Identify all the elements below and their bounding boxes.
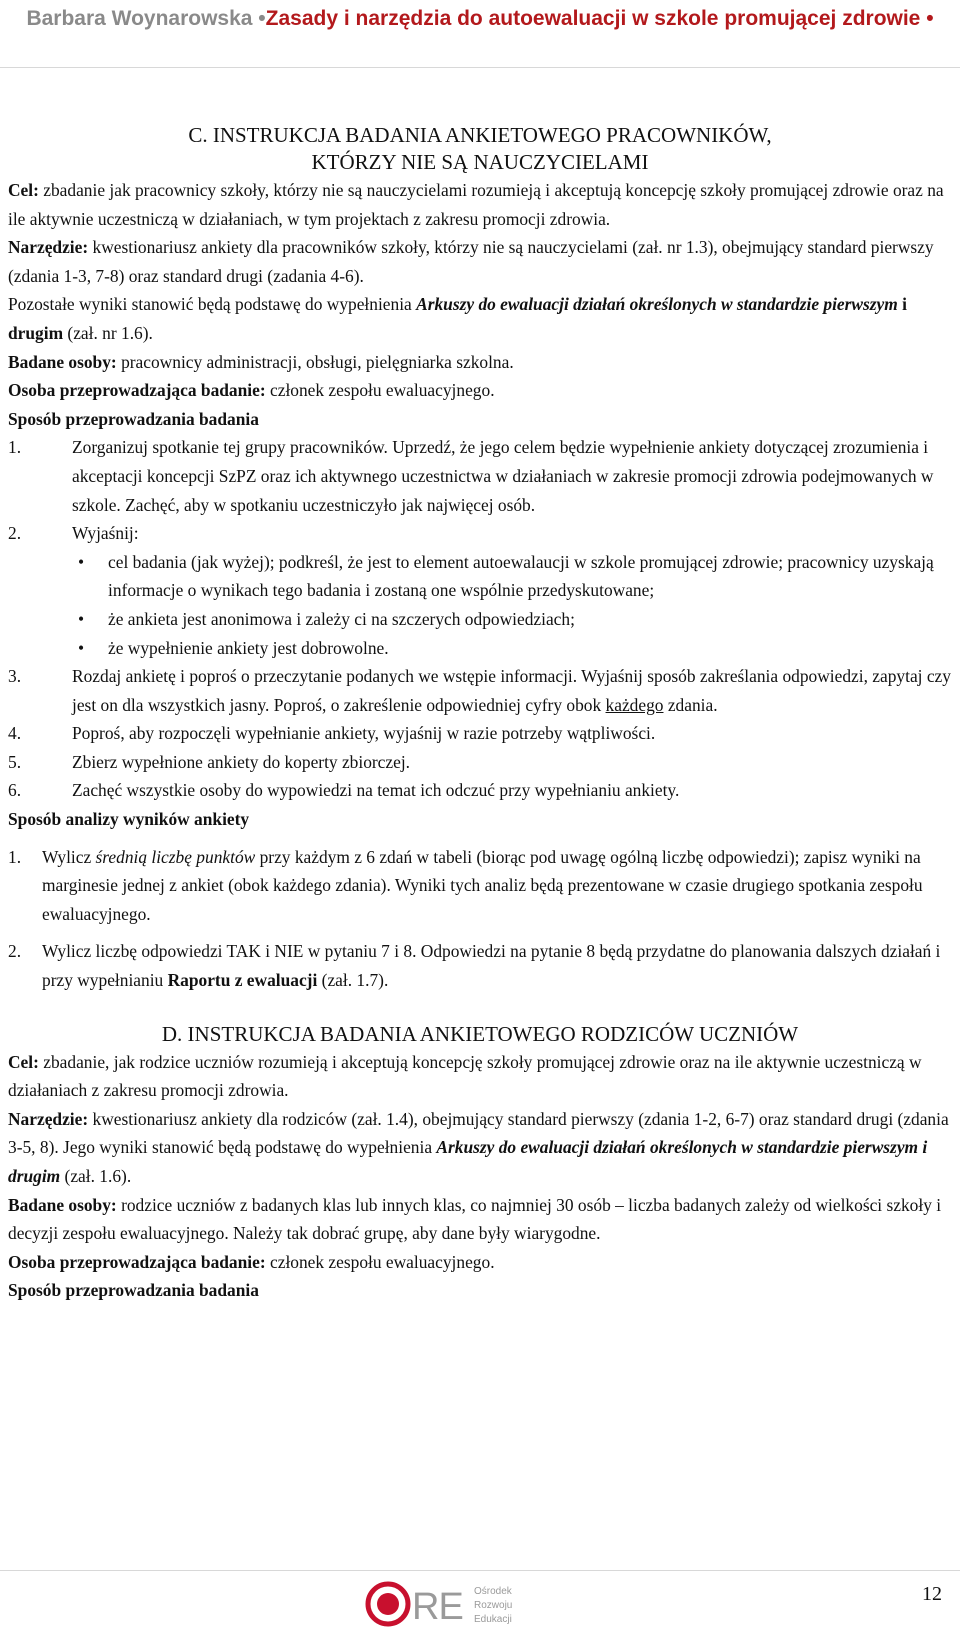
method-heading-text: Sposób przeprowadzania badania — [8, 1280, 259, 1301]
conductor-text: członek zespołu ewaluacyjnego. — [265, 380, 495, 401]
remaining-end: (zał. nr 1.6). — [63, 322, 153, 343]
bullet-icon: • — [78, 637, 85, 658]
item-text-part: Wylicz — [42, 846, 96, 867]
bullet-text: cel badania (jak wyżej); podkreśl, że jest to element autoewalaucji w szkole promującej zdrowie; pracownicy uzyskają informacje o wynikach tego badania i zostaną one wspólnie przedyskutowane; — [108, 551, 934, 601]
tool-text: kwestionariusz ankiety dla rodziców (zał. 1.4), obejmujący standard pierwszy (zdania 1-2, 6-7) oraz standard drugi (zdania 3-5, 8). Jego wyniki stanowić będą podstawę do wypełnienia — [8, 1108, 949, 1158]
item-number: 2. — [8, 523, 22, 544]
list-item — [8, 719, 952, 748]
bullet-icon: • — [78, 608, 85, 629]
item-text-part: Wylicz liczbę odpowiedzi TAK i NIE w pytaniu 7 i 8. Odpowiedzi na pytanie 8 będą przydatne do planowania dalszych działań i przy wypełnianiu — [42, 941, 941, 991]
bullet-item — [8, 605, 952, 634]
header-author: Barbara Woynarowska • — [26, 7, 266, 30]
bullet-text: że wypełnienie ankiety jest dobrowolne. — [108, 637, 389, 658]
list-item — [8, 776, 952, 805]
svg-text:Edukacji: Edukacji — [474, 1614, 512, 1625]
section-c-method-heading — [8, 405, 952, 434]
section-c-subjects — [8, 348, 952, 377]
goal-text: zbadanie, jak rodzice uczniów rozumieją i akceptują koncepcję szkoły promującej zdrowie oraz na ile aktywnie uczestniczą w działaniach z zakresu promocji zdrowia. — [8, 1051, 922, 1101]
bullet-text: że ankieta jest anonimowa i zależy ci na szczerych odpowiedziach; — [108, 608, 575, 629]
item-number: 6. — [8, 780, 22, 801]
section-d-title: D. INSTRUKCJA BADANIA ANKIETOWEGO RODZICÓW UCZNIÓW — [161, 1021, 799, 1046]
goal-label: Cel: — [8, 1051, 39, 1072]
subjects-text: pracownicy administracji, obsługi, pielęgniarka szkolna. — [116, 351, 514, 372]
analysis-heading-text: Sposób analizy wyników ankiety — [8, 809, 250, 830]
tool-text: kwestionariusz ankiety dla pracowników szkoły, którzy nie są nauczycielami (zał. nr 1.3), obejmujący standard pierwszy (zdania 1-3, 7-8) oraz standard drugi (zadania 4-6). — [8, 237, 934, 286]
section-c-conductor — [8, 376, 952, 405]
list-item — [8, 433, 952, 519]
conductor-label: Osoba przeprowadzająca badanie: — [8, 380, 266, 401]
page-number: 12 — [922, 1583, 942, 1605]
item-text — [42, 843, 952, 929]
remaining-text: Pozostałe wyniki stanowić będą podstawę do wypełnienia — [8, 294, 417, 315]
item-text-part: (zał. 1.7). — [317, 970, 389, 991]
section-d-conductor — [8, 1248, 952, 1277]
section-c-tool — [8, 233, 952, 290]
svg-text:Ośrodek: Ośrodek — [474, 1586, 512, 1597]
analysis-heading — [8, 805, 952, 834]
remaining-bold: i drugim — [8, 294, 907, 343]
item-text: Zbierz wypełnione ankiety do koperty zbiorczej. — [72, 751, 411, 772]
item-text — [72, 662, 952, 719]
goal-text: zbadanie jak pracownicy szkoły, którzy nie są nauczycielami rozumieją i akceptują koncepcję szkoły promującej zdrowie oraz na ile aktywnie uczestniczą w działaniach, w tym projektach z zakresu promocji zdrowia. — [8, 180, 944, 229]
item-text — [42, 937, 952, 994]
section-c-title-line1: C. INSTRUKCJA BADANIA ANKIETOWEGO PRACOWNIKÓW, — [188, 123, 772, 147]
item-text: Zachęć wszystkie osoby do wypowiedzi na temat ich odczuć przy wypełnianiu ankiety. — [72, 780, 680, 801]
section-c-goal — [8, 176, 952, 233]
section-d-subjects — [8, 1191, 952, 1248]
item-text-bold: Raportu z ewaluacji — [167, 970, 318, 991]
section-d-goal — [8, 1048, 952, 1105]
tool-label: Narzędzie: — [8, 1108, 89, 1129]
item-text-part: Rozdaj ankietę i poproś o przeczytanie podanych we wstępie informacji. Wyjaśnij sposób zakreślania odpowiedzi, zapytaj czy jest on dla wszystkich jasny. Poproś, o zakreślenie odpowiedniej cyfry obok — [72, 666, 951, 715]
conductor-label: Osoba przeprowadzająca badanie: — [8, 1251, 266, 1272]
document-body — [8, 122, 952, 1305]
section-c-title — [8, 122, 952, 176]
item-text-part: zdania. — [663, 694, 718, 715]
analysis-item — [8, 937, 952, 994]
subjects-label: Badane osoby: — [8, 351, 117, 372]
item-text: Zorganizuj spotkanie tej grupy pracowników. Uprzedź, że jego celem będzie wypełnienie ankiety dotyczącej zrozumienia i akceptacji koncepcji SzPZ oraz ich aktywnego uczestnictwa w działaniach w zakresie promocji zdrowia podejmowanych w szkole. Zachęć, aby w spotkaniu uczestniczyło jak najwięcej osób. — [72, 437, 934, 515]
ore-logo — [364, 1579, 544, 1629]
bullet-item — [8, 548, 952, 605]
item-number: 1. — [8, 437, 22, 458]
bullet-item — [8, 634, 952, 663]
item-text: Wyjaśnij: — [72, 523, 139, 544]
method-heading-text: Sposób przeprowadzania badania — [8, 408, 259, 429]
goal-label: Cel: — [8, 180, 39, 200]
section-d-tool — [8, 1105, 952, 1191]
svg-text:RE: RE — [412, 1586, 463, 1628]
item-number: 1. — [8, 846, 22, 867]
analysis-item — [8, 843, 952, 929]
conductor-text: członek zespołu ewaluacyjnego. — [265, 1251, 495, 1272]
item-text-italic: średnią liczbę punktów — [95, 846, 256, 867]
item-text-underlined: każdego — [605, 694, 664, 715]
bullet-icon: • — [78, 551, 85, 572]
header-title: Zasady i narzędzia do autoewaluacji w szkole promującej zdrowie • — [265, 7, 934, 30]
tool-italic: Arkuszy do ewaluacji działań określonych w standardzie pierwszym i drugim — [8, 1137, 928, 1186]
section-c-remaining — [8, 290, 952, 347]
list-item — [8, 519, 952, 548]
item-text: Poproś, aby rozpoczęli wypełnianie ankiety, wyjaśnij w razie potrzeby wątpliwości. — [72, 723, 656, 744]
svg-text:Rozwoju: Rozwoju — [474, 1600, 513, 1611]
item-text-part: przy każdym z 6 zdań w tabeli (biorąc pod uwagę ogólną liczbę odpowiedzi); zapisz wyniki na marginesie jednej z ankiet (obok każdego zdania). Wyniki tych analiz będą prezentowane w czasie drugiego spotkania zespołu ewaluacyjnego. — [42, 846, 923, 924]
remaining-italic: Arkuszy do ewaluacji działań określonych w standardzie pierwszym — [416, 294, 898, 315]
subjects-text: rodzice uczniów z badanych klas lub innych klas, co najmniej 30 osób – liczba badanych zależy od wielkości szkoły i decyzji zespołu ewaluacyjnego. Należy tak dobrać grupę, aby dane były wiarygodne. — [8, 1194, 942, 1244]
item-number: 2. — [8, 941, 22, 962]
page-footer — [0, 1570, 960, 1636]
item-number: 4. — [8, 723, 22, 744]
list-item — [8, 662, 952, 719]
item-number: 3. — [8, 666, 22, 687]
section-d-method-heading — [8, 1276, 952, 1305]
tool-label: Narzędzie: — [8, 237, 89, 258]
list-item — [8, 748, 952, 777]
section-c-title-line2: KTÓRZY NIE SĄ NAUCZYCIELAMI — [311, 150, 649, 174]
subjects-label: Badane osoby: — [8, 1194, 117, 1215]
item-number: 5. — [8, 751, 22, 772]
tool-end: (zał. 1.6). — [60, 1166, 132, 1186]
page-header — [0, 0, 960, 68]
